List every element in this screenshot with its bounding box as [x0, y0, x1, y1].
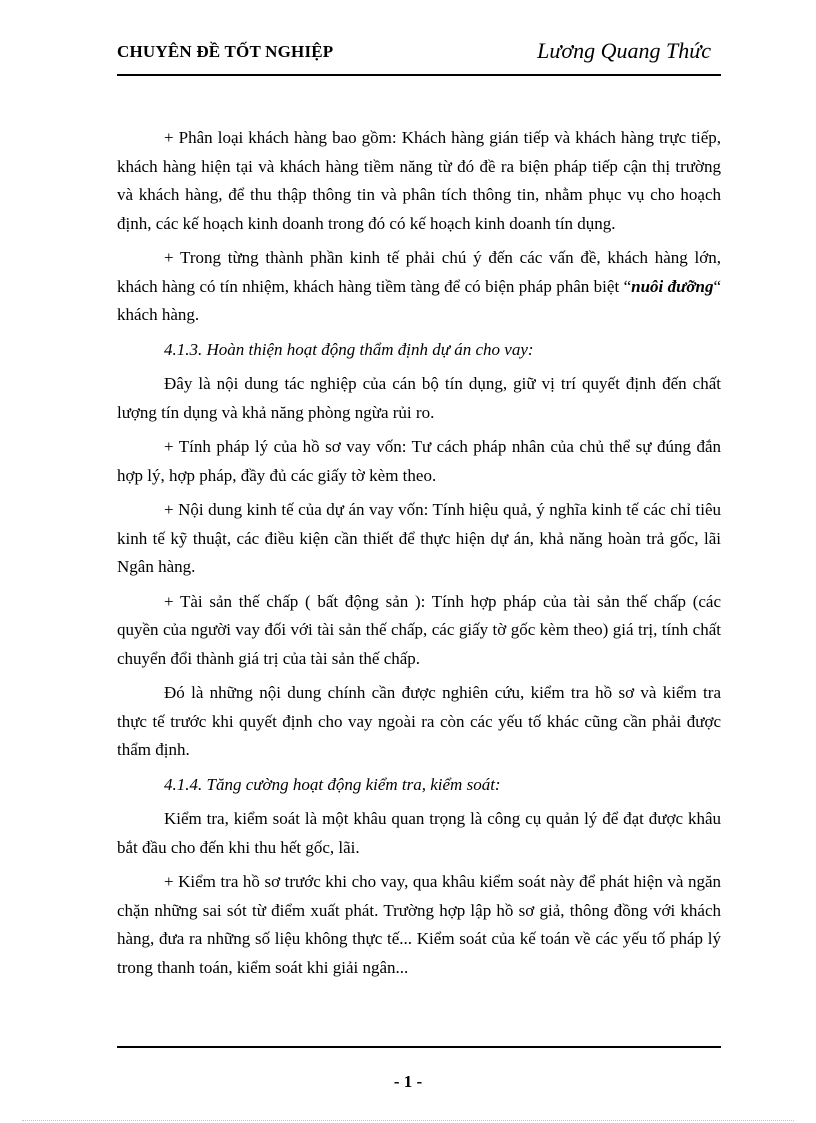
header-divider	[117, 74, 721, 76]
paragraph-economic-content: + Nội dung kinh tế của dự án vay vốn: Tính hiệu quả, ý nghĩa kinh tế các chỉ tiêu kinh tế kỹ thuật, các điều kiện cần thiết để thực hiện dự án, khả năng hoàn trả gốc, lãi Ngân hàng.	[117, 500, 721, 576]
page-number: - 1 -	[393, 1072, 423, 1091]
paragraph-appraisal-intro: Đây là nội dung tác nghiệp của cán bộ tín dụng, giữ vị trí quyết định đến chất lượng tín dụng và khả năng phòng ngừa rủi ro.	[117, 374, 721, 422]
header-title: CHUYÊN ĐỀ TỐT NGHIỆP	[117, 42, 334, 61]
section-heading-4-1-3: 4.1.3. Hoàn thiện hoạt động thẩm định dự án cho vay:	[164, 339, 534, 359]
paragraph-customer-classification: + Phân loại khách hàng bao gồm: Khách hàng gián tiếp và khách hàng trực tiếp, khách hàng hiện tại và khách hàng tiềm năng từ đó đề ra biện pháp tiếp cận thị trường và khách hàng, để thu thập thông tin và phân tích thông tin, nhằm phục vụ cho hoạch định, các kế hoạch kinh doanh trong đó có kế hoạch kinh doanh tín dụng.	[117, 128, 721, 233]
paragraph-legal-dossier: + Tính pháp lý của hồ sơ vay vốn: Tư cách pháp nhân của chủ thể sự đúng đắn hợp lý, hợp pháp, đầy đủ các giấy tờ kèm theo.	[117, 437, 721, 485]
paragraph-economic-sectors-tail: “ khách hàng.	[117, 276, 721, 324]
emphasis-nurture: nuôi đưỡng	[631, 276, 714, 296]
page-edge-line	[22, 1120, 794, 1121]
section-heading-4-1-4: 4.1.4. Tăng cường hoạt động kiểm tra, kiểm soát:	[164, 774, 501, 794]
page-header	[117, 38, 721, 74]
paragraph-inspection-intro: Kiểm tra, kiểm soát là một khâu quan trọng là công cụ quản lý để đạt được khâu bắt đầu cho đến khi thu hết gốc, lãi.	[117, 809, 721, 857]
footer-divider	[117, 1046, 721, 1048]
paragraph-economic-sectors	[117, 244, 721, 330]
paragraph-collateral: + Tài sản thế chấp ( bất động sản ): Tính hợp pháp của tài sản thế chấp (các quyền của người vay đối với tài sản thế chấp, các giấy tờ gốc kèm theo) giá trị, tính chất chuyển đổi thành giá trị của tài sản thế chấp.	[117, 591, 721, 668]
paragraph-appraisal-summary: Đó là những nội dung chính cần được nghiên cứu, kiểm tra hồ sơ và kiểm tra thực tế trước khi quyết định cho vay ngoài ra còn các yếu tố khác cũng cần phải được thẩm định.	[117, 683, 721, 759]
paragraph-economic-sectors-text: + Trong từng thành phần kinh tế phải chú ý đến các vấn đề, khách hàng lớn, khách hàng có tín nhiệm, khách hàng tiềm tàng để có biện pháp phân biệt “	[117, 248, 721, 296]
header-author: Lương Quang Thức	[537, 38, 711, 63]
page-body	[117, 124, 721, 988]
paragraph-pre-loan-inspection: + Kiểm tra hồ sơ trước khi cho vay, qua khâu kiểm soát này để phát hiện và ngăn chặn những sai sót từ điểm xuất phát. Trường hợp lập hồ sơ giả, thông đồng với khách hàng, đưa ra những số liệu không thực tế... Kiểm soát của kế toán về các yếu tố pháp lý trong thanh toán, kiểm soát khi giải ngân...	[117, 872, 721, 977]
